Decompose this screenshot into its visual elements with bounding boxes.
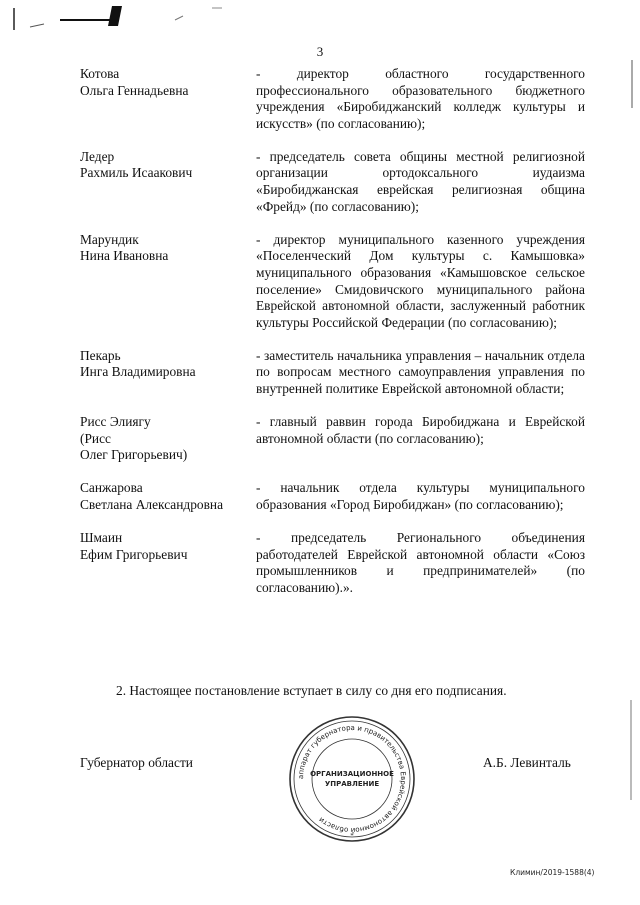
member-name [80, 480, 256, 513]
surname: Котова [80, 66, 120, 81]
seal-center-line-1: ОРГАНИЗАЦИОННОЕ [310, 770, 394, 778]
member-name [80, 530, 256, 596]
member-name [80, 414, 256, 464]
member-role: - председатель совета общины местной религиозной организации ортодоксального иудаизма «Биробиджанская еврейская религиозная община «Фрейд» (по согласованию); [256, 148, 585, 214]
given-name: Инга Владимировна [80, 364, 196, 380]
svg-text:аппарат губернатора и правител [297, 724, 407, 834]
surname: Ледер [80, 148, 115, 164]
surname: Шмаин [80, 530, 123, 546]
member-entry [80, 66, 585, 132]
member-role: - начальник отдела культуры муниципального образования «Город Биробиджан» (по согласованию); [256, 480, 585, 512]
surname: Санжарова [80, 480, 143, 496]
member-role: - председатель Регионального объединения работодателей Еврейской автономной области «Союз промышленников и предпринимателей» (по согласованию).». [256, 530, 585, 595]
given-name: (Рисс [80, 430, 111, 446]
member-role: - заместитель начальника управления – начальник отдела по вопросам местного самоуправления управления по внутренней политике Еврейской автономной области; [256, 347, 585, 396]
signatory-name: А.Б. Левинталь [483, 755, 571, 770]
given-name: Рахмиль Исаакович [80, 165, 193, 181]
member-entry [80, 149, 585, 215]
member-name [80, 66, 256, 132]
given-name: Олег Григорьевич) [80, 447, 188, 463]
seal-star-icon: * [350, 832, 354, 840]
member-name [80, 348, 256, 398]
official-seal [287, 714, 417, 844]
members-list [80, 66, 585, 613]
document-reference: Климин/2019-1588(4) [510, 868, 595, 877]
member-entry [80, 414, 585, 464]
member-name [80, 149, 256, 215]
member-entry [80, 232, 585, 332]
surname: Марундик [80, 231, 139, 247]
seal-ring-text: аппарат губернатора и правительства Еврейской автономной области [296, 723, 408, 835]
member-name [80, 232, 256, 332]
member-entry [80, 348, 585, 398]
effective-date-paragraph: 2. Настоящее постановление вступает в силу со дня его подписания. [116, 683, 507, 698]
member-role: - главный раввин города Биробиджана и Еврейской автономной области (по согласованию); [256, 414, 585, 446]
member-role: - директор областного государственного профессионального образовательного бюджетного учреждения «Биробиджанский колледж культуры и искусств» (по согласованию); [256, 66, 585, 131]
member-entry [80, 480, 585, 513]
member-role: - директор муниципального казенного учреждения «Поселенческий Дом культуры с. Камышовка» муниципального образования «Камышовское сельское поселение» Смидовичского муниципального района Еврейской автономной области, заслуженный работник культуры Российской Федерации (по согласованию); [256, 231, 585, 330]
given-name: Ефим Григорьевич [80, 546, 188, 562]
surname: Рисс Элиягу [80, 414, 151, 430]
given-name: Ольга Геннадьевна [80, 82, 189, 98]
given-name: Светлана Александровна [80, 496, 224, 512]
member-entry [80, 530, 585, 596]
page-number: 3 [316, 44, 324, 59]
seal-center-line-2: УПРАВЛЕНИЕ [324, 780, 380, 788]
given-name: Нина Ивановна [80, 248, 169, 264]
signatory-position: Губернатор области [80, 755, 193, 770]
surname: Пекарь [80, 347, 121, 363]
